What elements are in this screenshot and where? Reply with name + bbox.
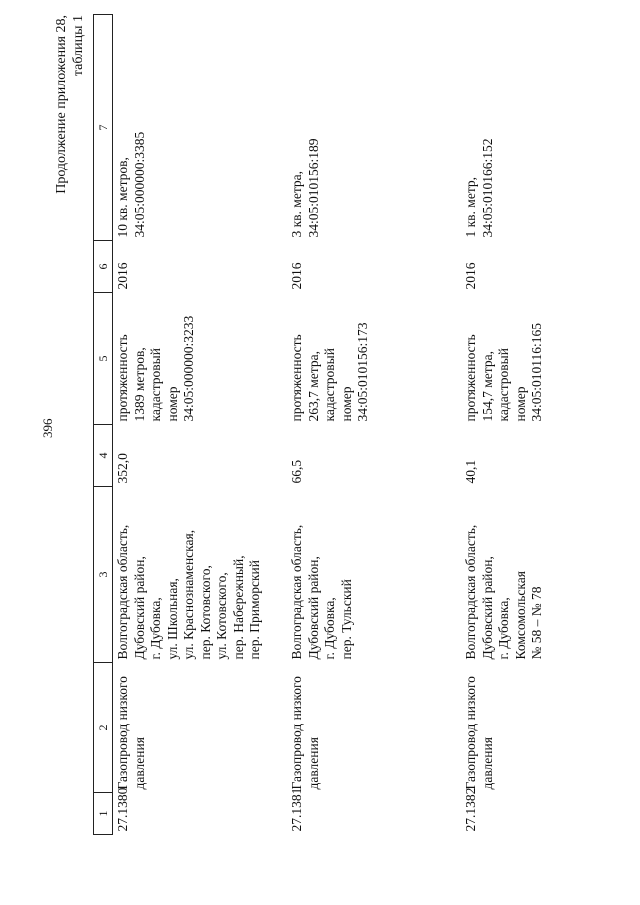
object-address bbox=[113, 487, 288, 663]
land-line: 3 кв. метра, bbox=[289, 170, 304, 238]
column-header-7: 7 bbox=[94, 15, 113, 241]
object-value: 40,1 bbox=[463, 459, 478, 484]
details-line: кадастровый bbox=[322, 348, 337, 422]
table-row bbox=[113, 15, 288, 835]
column-header-6: 6 bbox=[94, 241, 113, 293]
address-line: г. Дубовка, bbox=[148, 597, 163, 660]
land-info bbox=[287, 15, 461, 241]
table-row bbox=[461, 15, 615, 835]
row-number: 27.1380 bbox=[115, 787, 130, 832]
address-line: ул. Краснознаменская, bbox=[181, 529, 196, 660]
address-line: ул. Школьная, bbox=[164, 578, 180, 660]
address-line: ул. Котовского, bbox=[214, 572, 229, 660]
object-details bbox=[287, 293, 461, 425]
object-address bbox=[287, 487, 461, 663]
land-line: 34:05:010166:152 bbox=[479, 138, 495, 238]
details-line: 34:05:000000:3233 bbox=[181, 315, 196, 422]
address-line: Дубовский район, bbox=[479, 556, 495, 660]
row-number: 27.1381 bbox=[289, 787, 304, 832]
address-line: Волгоградская область, bbox=[463, 524, 478, 660]
details-line: 34:05:010156:173 bbox=[355, 322, 370, 422]
address-line: № 58 – № 78 bbox=[529, 586, 544, 660]
land-line: 1 кв. метр, bbox=[463, 176, 478, 238]
details-line: 154,7 метра, bbox=[479, 351, 495, 422]
address-line: пер. Котовского, bbox=[197, 565, 213, 660]
column-header-1: 1 bbox=[94, 793, 113, 835]
address-line: г. Дубовка, bbox=[322, 597, 337, 660]
land-info bbox=[113, 15, 288, 241]
address-line: Волгоградская область, bbox=[115, 524, 130, 660]
details-line: номер bbox=[512, 386, 528, 422]
details-line: протяженность bbox=[463, 334, 478, 422]
continuation-line-2: таблицы 1 bbox=[71, 15, 86, 77]
address-line: Комсомольская bbox=[512, 571, 528, 660]
address-line: пер. Тульский bbox=[338, 579, 354, 660]
continuation-note bbox=[53, 15, 87, 835]
column-header-5: 5 bbox=[94, 293, 113, 425]
table-row bbox=[287, 15, 461, 835]
header-row bbox=[94, 15, 113, 835]
property-table bbox=[93, 14, 615, 835]
land-line: 10 кв. метров, bbox=[115, 157, 130, 238]
object-address bbox=[461, 487, 615, 663]
address-line: пер. Набережный, bbox=[230, 555, 246, 660]
object-year: 2016 bbox=[463, 262, 478, 290]
address-line: г. Дубовка, bbox=[496, 597, 511, 660]
column-header-4: 4 bbox=[94, 425, 113, 487]
land-info bbox=[461, 15, 615, 241]
details-line: 263,7 метра, bbox=[305, 351, 321, 422]
object-year: 2016 bbox=[115, 262, 130, 290]
details-line: 1389 метров, bbox=[131, 347, 147, 422]
continuation-line-1: Продолжение приложения 28, bbox=[54, 15, 69, 194]
address-line: Волгоградская область, bbox=[289, 524, 304, 660]
column-header-2: 2 bbox=[94, 663, 113, 793]
object-value: 352,0 bbox=[115, 453, 130, 484]
details-line: кадастровый bbox=[496, 348, 511, 422]
column-header-3: 3 bbox=[94, 487, 113, 663]
details-line: кадастровый bbox=[148, 348, 163, 422]
row-number: 27.1382 bbox=[463, 787, 478, 832]
address-line: Дубовский район, bbox=[131, 556, 147, 660]
land-line: 34:05:000000:3385 bbox=[131, 131, 147, 238]
details-line: протяженность bbox=[289, 334, 304, 422]
details-line: номер bbox=[164, 386, 180, 422]
object-value: 66,5 bbox=[289, 459, 304, 484]
address-line: пер. Приморский bbox=[247, 560, 262, 660]
object-name: Газопровод низкого давления bbox=[289, 676, 321, 790]
details-line: 34:05:010116:165 bbox=[529, 322, 544, 422]
object-year: 2016 bbox=[289, 262, 304, 290]
page-number: 396 bbox=[40, 418, 55, 438]
object-name: Газопровод низкого давления bbox=[463, 676, 495, 790]
land-line: 34:05:010156:189 bbox=[305, 138, 321, 238]
object-details bbox=[461, 293, 615, 425]
object-details bbox=[113, 293, 288, 425]
rotated-table-block bbox=[54, 15, 613, 835]
object-name: Газопровод низкого давления bbox=[115, 676, 147, 790]
address-line: Дубовский район, bbox=[305, 556, 321, 660]
details-line: протяженность bbox=[115, 334, 130, 422]
details-line: номер bbox=[338, 386, 354, 422]
